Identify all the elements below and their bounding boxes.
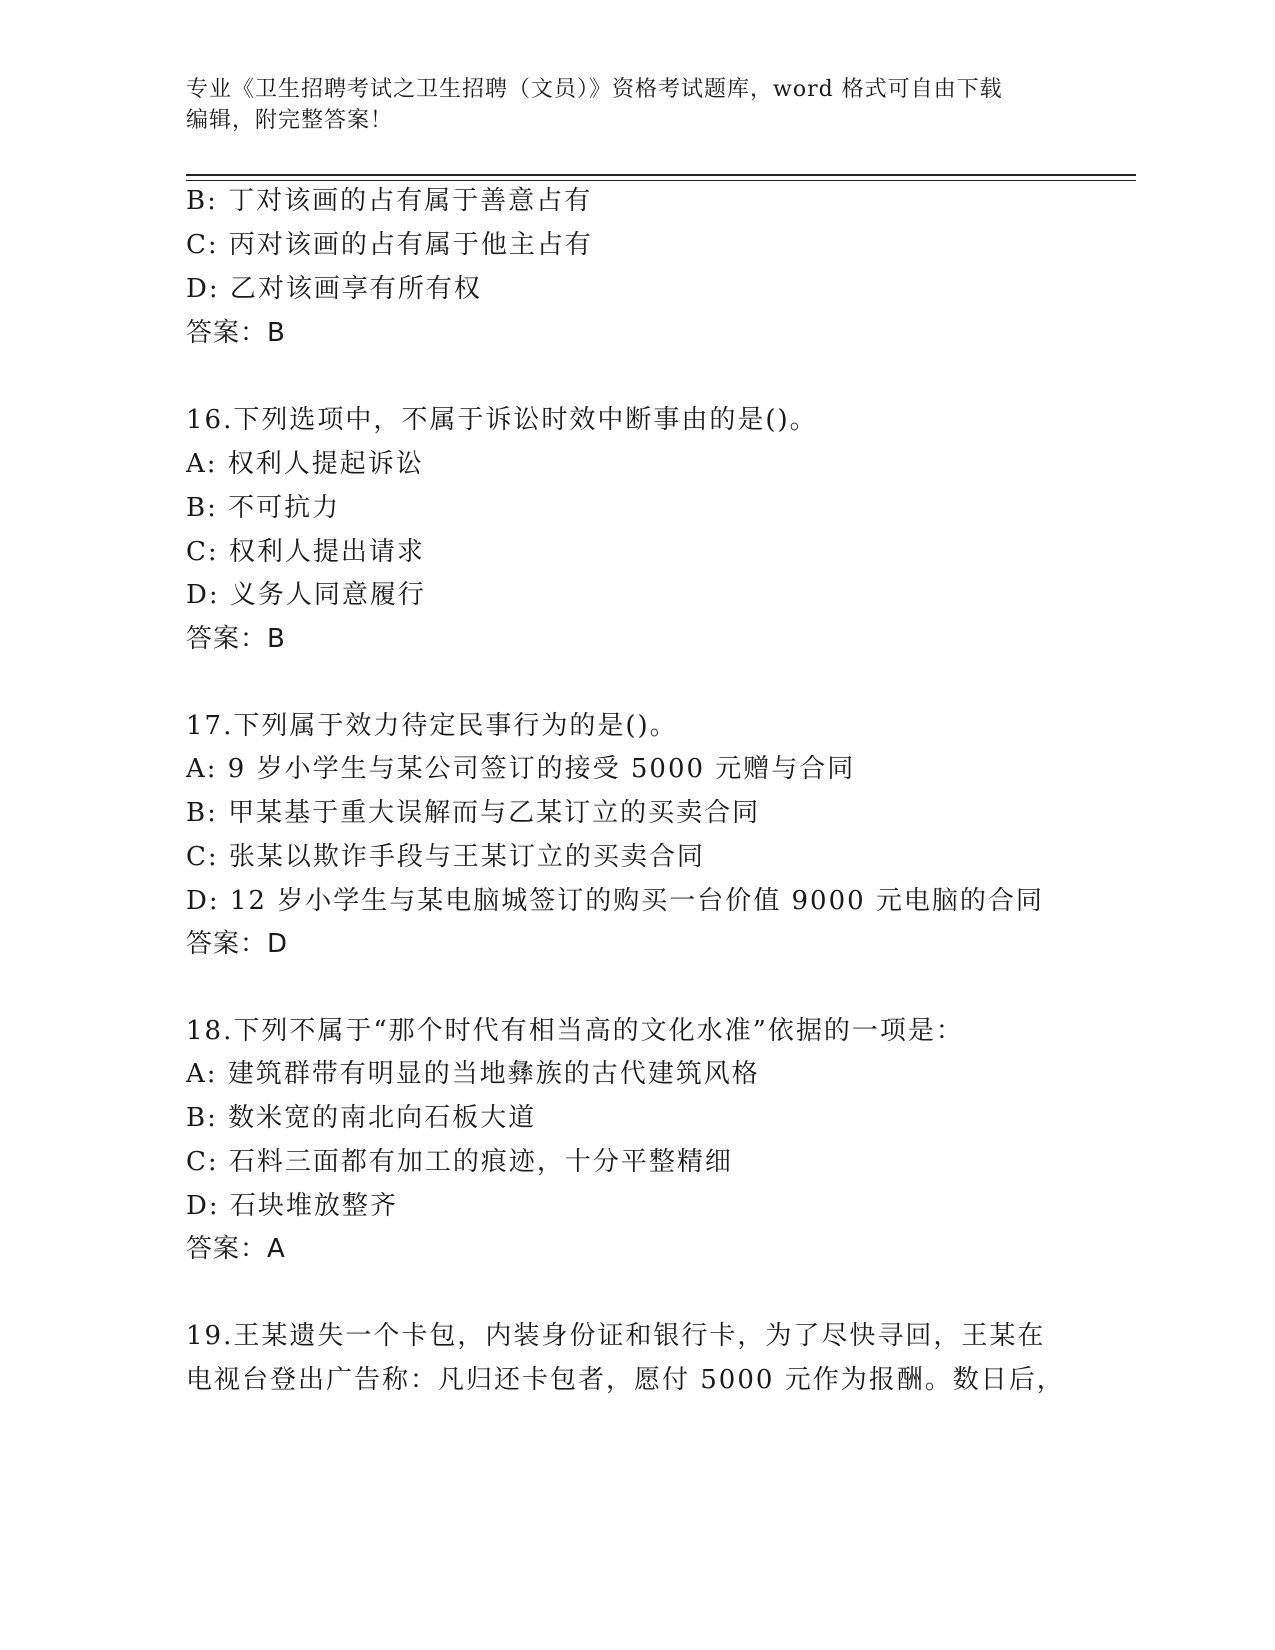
q16-option-c: C: 权利人提出请求: [186, 537, 425, 567]
q17-option-d: D: 12 岁小学生与某电脑城签订的购买一台价值 9000 元电脑的合同: [186, 886, 1044, 916]
q17-option-c: C: 张某以欺诈手段与王某订立的买卖合同: [186, 842, 705, 872]
q18-option-a: A: 建筑群带有明显的当地彝族的古代建筑风格: [186, 1059, 760, 1089]
q18-option-b: B: 数米宽的南北向石板大道: [186, 1103, 537, 1133]
q16-answer: 答案：B: [186, 624, 286, 654]
q18-question: 18.下列不属于“那个时代有相当高的文化水准”依据的一项是：: [186, 1016, 964, 1046]
q17-option-b: B: 甲某基于重大误解而与乙某订立的买卖合同: [186, 798, 761, 828]
q18-option-c: C: 石料三面都有加工的痕迹，十分平整精细: [186, 1147, 733, 1177]
q17-answer: 答案：D: [186, 929, 289, 959]
q17-question: 17.下列属于效力待定民事行为的是()。: [186, 711, 678, 741]
q16-option-a: A: 权利人提起诉讼: [186, 449, 424, 479]
q18-option-d: D: 石块堆放整齐: [186, 1191, 398, 1221]
q19-question-line-1: 19.王某遗失一个卡包，内装身份证和银行卡，为了尽快寻回，王某在: [186, 1321, 1046, 1351]
q15-option-c: C: 丙对该画的占有属于他主占有: [186, 230, 593, 260]
header-divider-thin: [186, 180, 1136, 181]
document-header: [186, 74, 1066, 136]
q15-answer: 答案：B: [186, 318, 286, 348]
q15-option-d: D: 乙对该画享有所有权: [186, 274, 482, 304]
header-line-2: 编辑，附完整答案！: [186, 108, 394, 133]
header-divider-thick: [186, 174, 1136, 176]
q16-question: 16.下列选项中，不属于诉讼时效中断事由的是()。: [186, 405, 818, 435]
q16-option-d: D: 义务人同意履行: [186, 580, 426, 610]
header-line-1: 专业《卫生招聘考试之卫生招聘（文员）》资格考试题库，word 格式可自由下载: [186, 77, 1003, 102]
q19-question-line-2: 电视台登出广告称：凡归还卡包者，愿付 5000 元作为报酬。数日后，: [186, 1365, 1065, 1395]
q16-option-b: B: 不可抗力: [186, 493, 341, 523]
q17-option-a: A: 9 岁小学生与某公司签订的接受 5000 元赠与合同: [186, 754, 856, 784]
q18-answer: 答案：A: [186, 1234, 286, 1264]
q15-option-b: B: 丁对该画的占有属于善意占有: [186, 186, 593, 216]
